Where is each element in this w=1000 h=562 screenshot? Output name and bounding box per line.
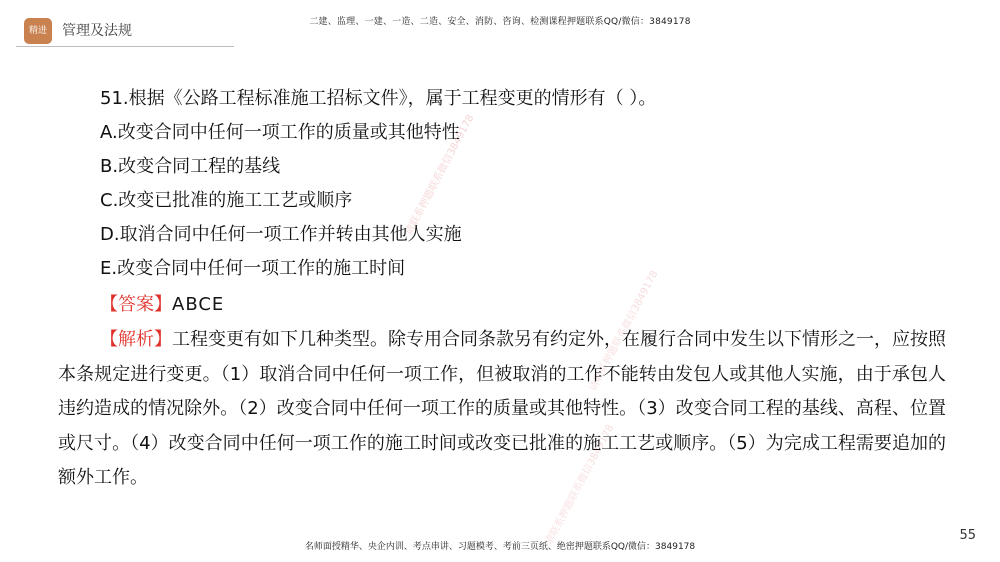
option-e: E.改变合同中任何一项工作的施工时间 xyxy=(100,258,406,279)
subject-title: 管理及法规 xyxy=(62,23,132,39)
option-b: B.改变合同工程的基线 xyxy=(100,156,281,177)
analysis-label: 【解析】 xyxy=(100,329,172,350)
top-contact-banner: 二建、监理、一建、一造、二造、安全、消防、咨询、检测课程押题联系QQ/微信：3849178 xyxy=(309,17,691,27)
answer-line xyxy=(100,288,980,322)
watermark: 请联系押题联系微信3849178 xyxy=(403,113,477,238)
question-stem: 51.根据《公路工程标准施工招标文件》，属于工程变更的情形有（ ）。 xyxy=(100,88,657,109)
option-d: D.取消合同中任何一项工作并转由其他人实施 xyxy=(100,224,462,245)
question-block xyxy=(100,82,980,322)
watermark: 请联系押题联系微信3849178 xyxy=(543,423,617,548)
page-number: 55 xyxy=(959,528,976,543)
answer-value: ABCE xyxy=(172,294,225,315)
logo-badge: 精进 xyxy=(24,18,52,44)
analysis-paragraph xyxy=(58,323,946,496)
answer-label: 【答案】 xyxy=(100,294,172,315)
footer-contact-banner: 名师面授精华、央企内训、考点串讲、习题模考、考前三页纸、绝密押题联系QQ/微信：3849178 xyxy=(304,542,696,552)
option-a: A.改变合同中任何一项工作的质量或其他特性 xyxy=(100,122,460,143)
option-c: C.改变已批准的施工工艺或顺序 xyxy=(100,190,353,211)
watermark: 请联系押题联系微信3849178 xyxy=(587,269,661,394)
analysis-text: 工程变更有如下几种类型。除专用合同条款另有约定外，在履行合同中发生以下情形之一，应按照本条规定进行变更。（1）取消合同中任何一项工作，但被取消的工作不能转由发包人或其他人实施，由于承包人违约造成的情况除外。（2）改变合同中任何一项工作的质量或其他特性。（3）改变合同工程的基线、高程、位置或尺寸。（4）改变合同中任何一项工作的施工时间或改变已批准的施工工艺或顺序。（5）为完成工程需要追加的额外工作。 xyxy=(58,329,946,488)
header-divider xyxy=(16,46,234,47)
